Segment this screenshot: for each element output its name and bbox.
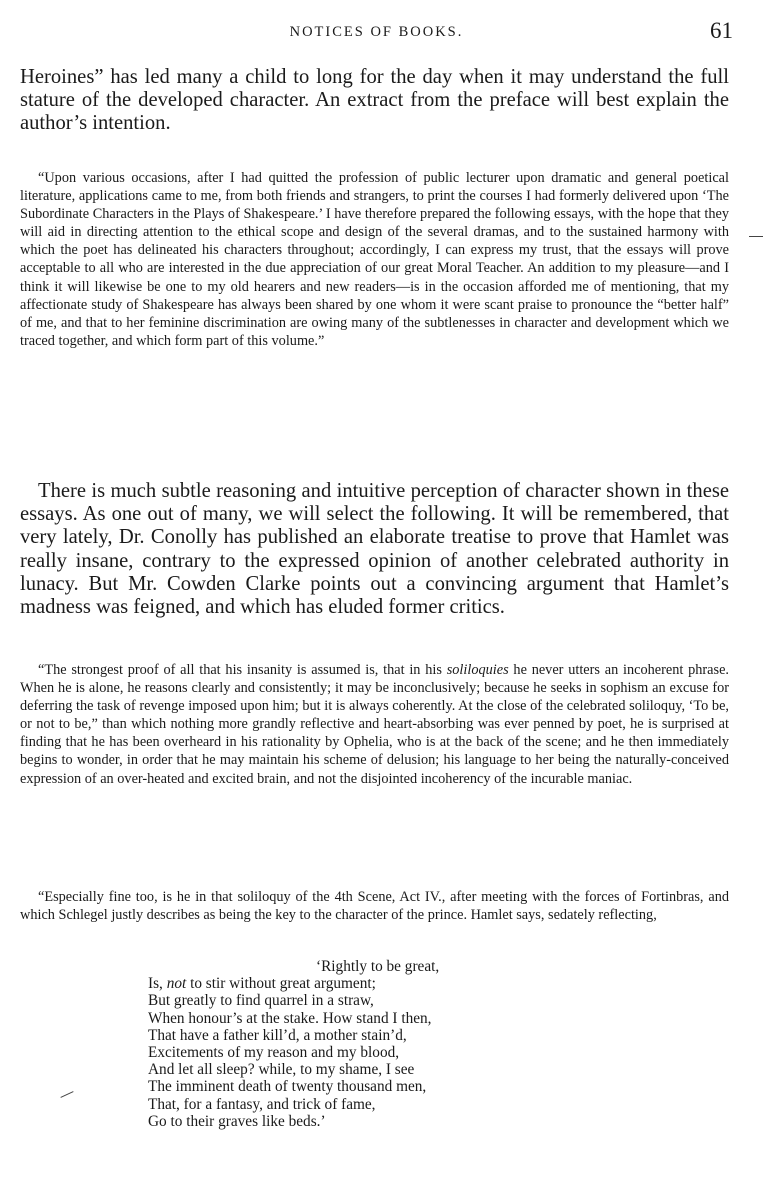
verse-emphasis: not: [166, 975, 187, 993]
verse-text: Is,: [148, 975, 167, 993]
verse-line: [148, 975, 439, 992]
verse-text: to stir without great argument;: [186, 975, 376, 993]
verse-line: Go to their graves like beds.’: [148, 1112, 326, 1130]
verse-line: But greatly to find quarrel in a straw,: [148, 992, 374, 1010]
margin-mark: [749, 236, 763, 237]
quote-text-end: he never utters an incoherent phrase. When he is alone, he reasons clearly and consistently; it may be inconclusively; because he seeks in sophism an excuse for deferring the task of revenge imposed upon him; but it is always coherently. At the close of the celebrated soliloquy, ‘To be, or not to be,” than which nothing more grandly reflective and heart-absorbing was ever penned by poet, he is surprised at finding that he has been overheard in his rationality by Ophelia, who is at the back of the scene; and he then immediately begins to wonder, in order that he may maintain his scheme of delusion; his language to her being the naturally-conceived expression of an over-heated and excited brain, and not the disjointed incoherency of the incurable maniac.: [20, 662, 730, 787]
quote-text-start: “The strongest proof of all that his insanity is assumed is, that in his: [38, 662, 447, 678]
verse-line: And let all sleep? while, to my shame, I see: [148, 1061, 415, 1079]
verse-line: When honour’s at the stake. How stand I then,: [148, 1009, 432, 1027]
verse-quotation: [148, 958, 439, 1130]
hamlet-quotation-2: “Especially fine too, is he in that soliloquy of the 4th Scene, Act IV., after meeting with the forces of Fortinbras, and which Schlegel justly describes as being the key to the character of the prince. Hamlet says, sedately reflecting,: [20, 889, 729, 924]
page-header: [20, 18, 733, 46]
verse-line: Excitements of my reason and my blood,: [148, 1044, 400, 1062]
margin-mark: [60, 1091, 73, 1098]
quote-emphasis: soliloquies: [446, 662, 509, 678]
verse-line: That, for a fantasy, and trick of fame,: [148, 1095, 376, 1113]
verse-line: That have a father kill’d, a mother stain’d,: [148, 1026, 407, 1044]
running-title: NOTICES OF BOOKS.: [289, 24, 464, 40]
hamlet-quotation-1: [20, 661, 729, 788]
verse-line: The imminent death of twenty thousand men,: [148, 1078, 427, 1096]
paragraph-hamlet-argument: There is much subtle reasoning and intuitive perception of character shown in these essays. As one out of many, we will select the following. It will be remembered, that very lately, Dr. Conolly has published an elaborate treatise to prove that Hamlet was really insane, contrary to the expressed opinion of another celebrated authority in lunacy. But Mr. Cowden Clarke points out a convincing argument that Hamlet’s madness was feigned, and which has eluded former critics.: [20, 480, 729, 619]
preface-quotation: “Upon various occasions, after I had quitted the profession of public lecturer upon dramatic and general poetical literature, applications came to me, from both friends and strangers, to print the courses I had formerly delivered upon ‘The Subordinate Characters in the Plays of Shakespeare.’ I have therefore prepared the following essays, with the hope that they will aid in directing attention to the ethical scope and design of the several dramas, and to the sustained harmony with which the poet has delineated his characters throughout; accordingly, I can express my trust, that the essays will prove acceptable to all who are interested in the due appreciation of our great Moral Teacher. An addition to my pleasure—and I think it will likewise be one to my old hearers and new readers—is in the occasion afforded me of mentioning, that my affectionate study of Shakespeare has always been shared by one whom it were scant praise to pronounce the “better half” of me, and that to her feminine discrimination are owing many of the subtlenesses in character and development which we traced together, and which form part of this volume.”: [20, 170, 729, 349]
verse-line: ‘Rightly to be great,: [316, 958, 440, 975]
paragraph-intro: Heroines” has led many a child to long for the day when it may understand the full stature of the developed character. An extract from the preface will best explain the author’s intention.: [20, 66, 729, 135]
page-number: 61: [710, 18, 733, 43]
